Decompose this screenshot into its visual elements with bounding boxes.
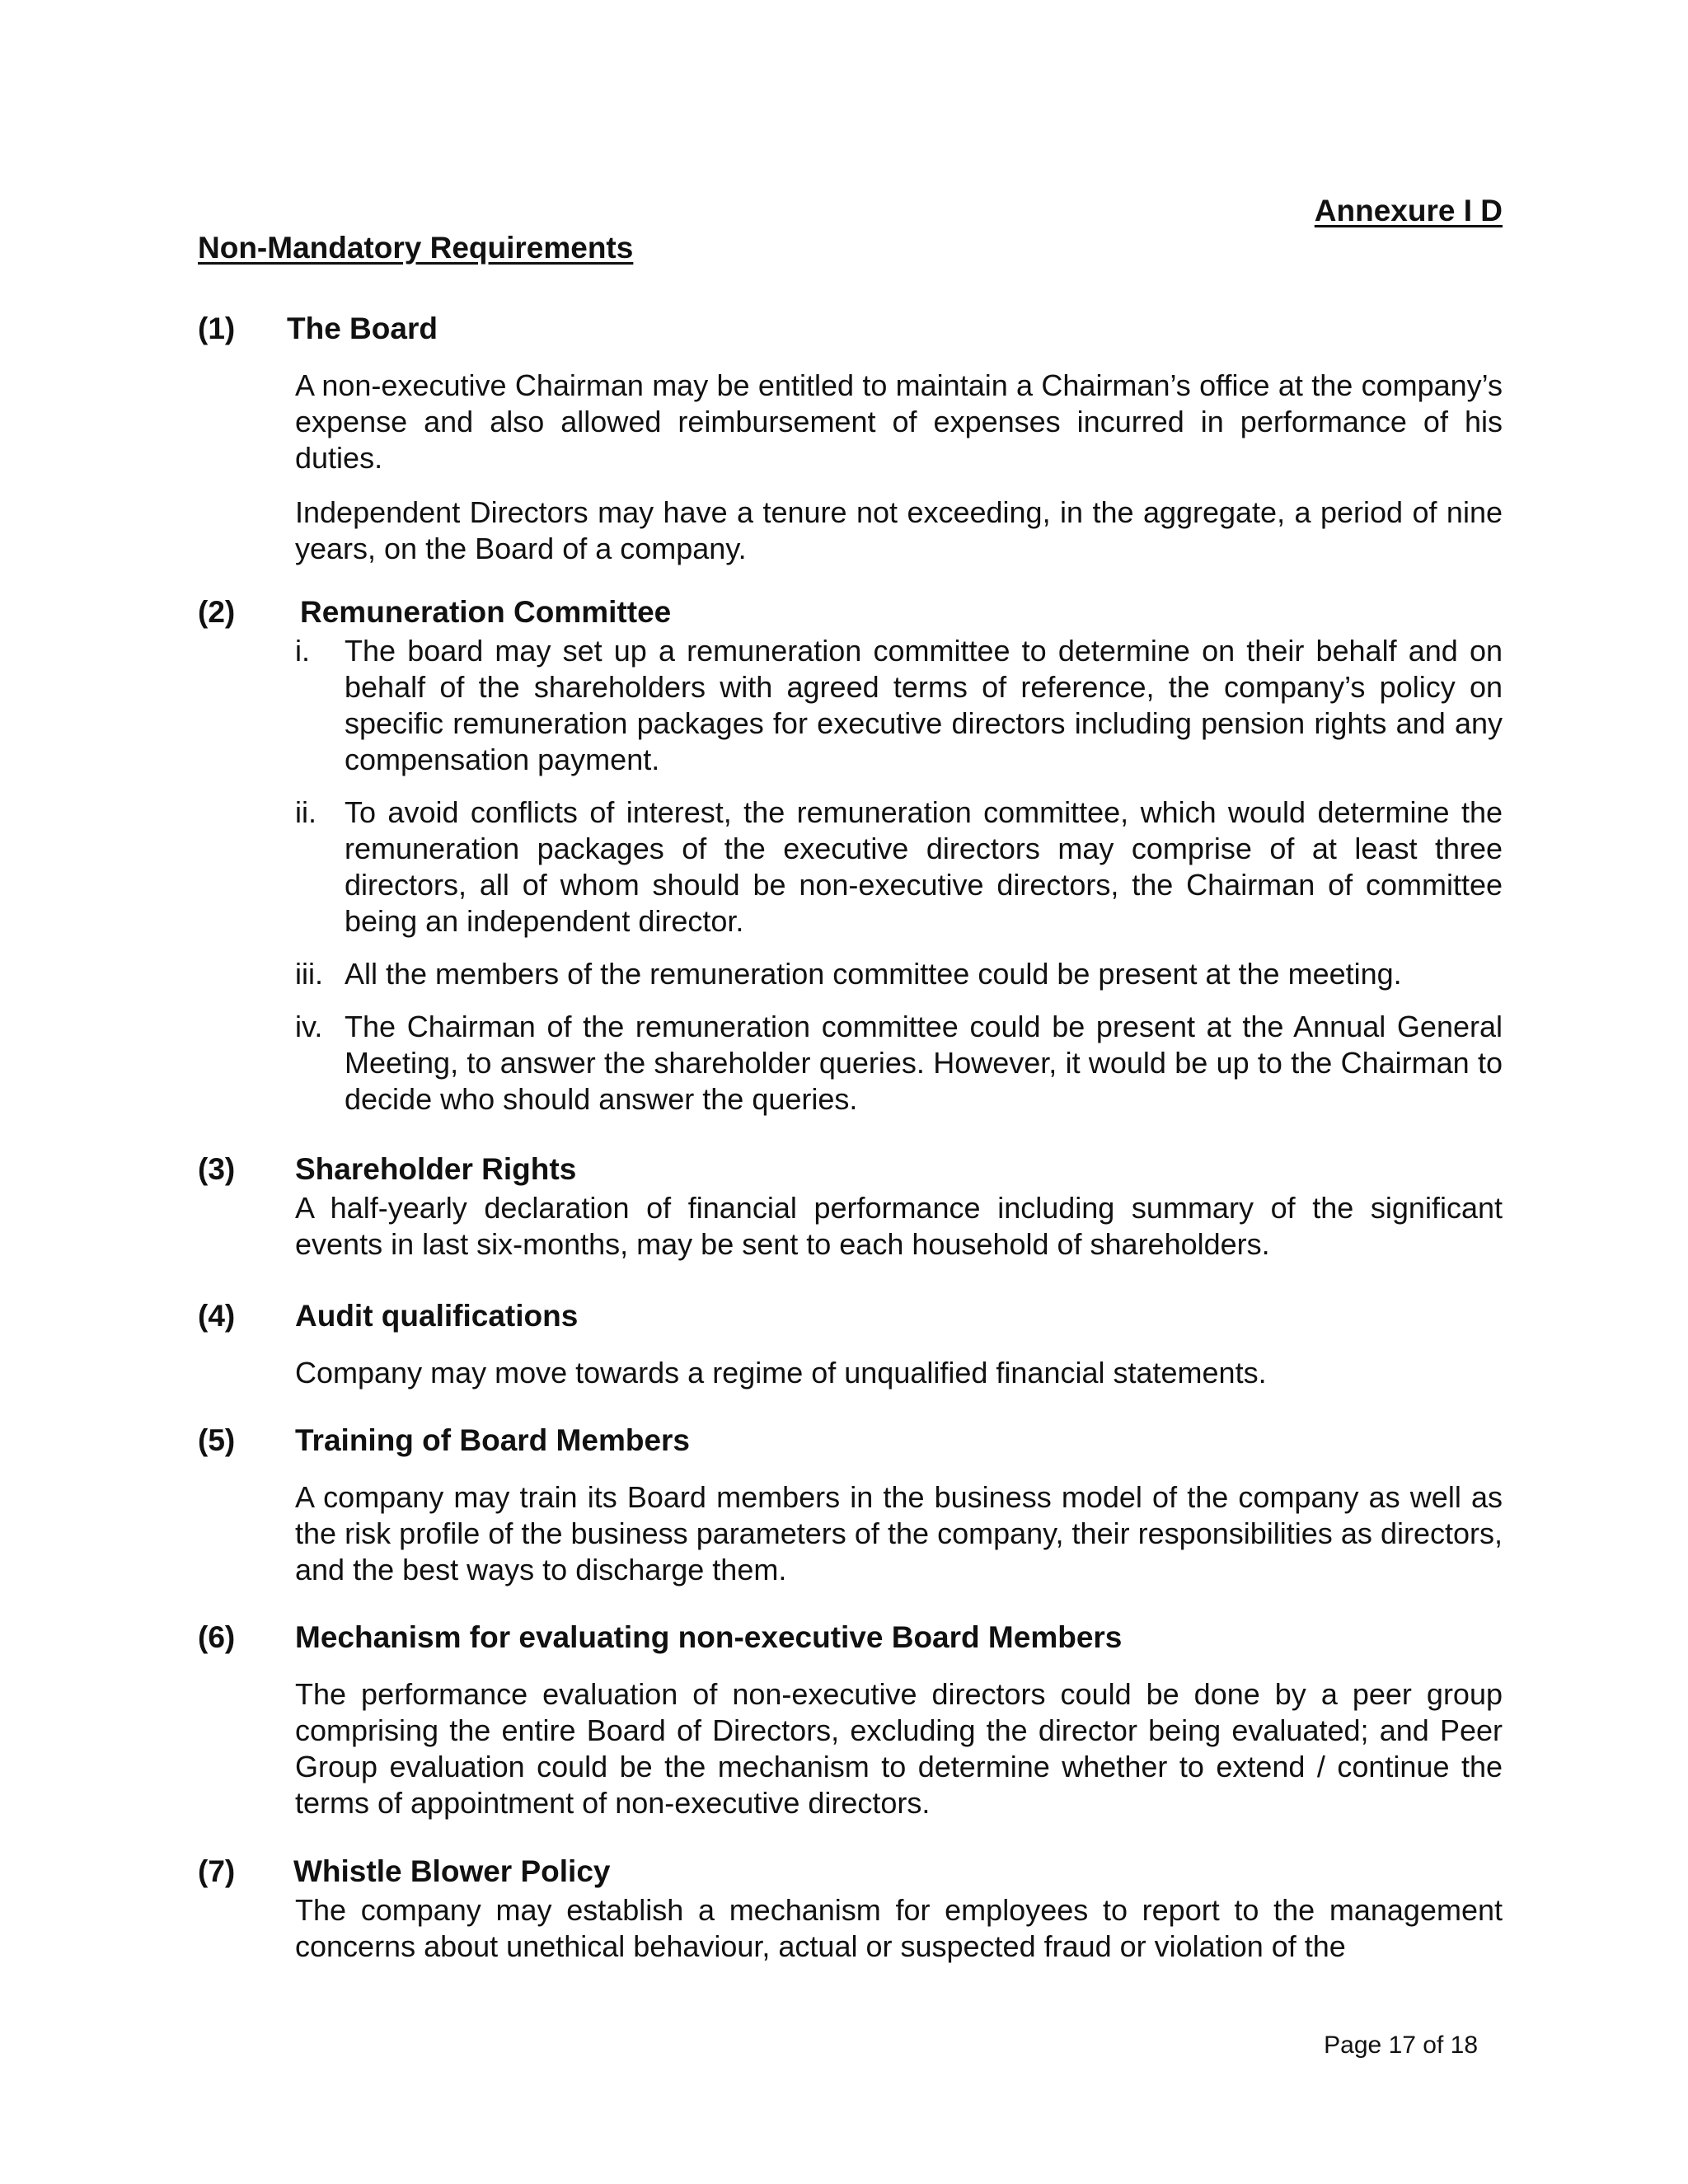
list-item-text: To avoid conflicts of interest, the remuneration committee, which would determine the remuneration packages of the executive directors may comprise of at least three directors, all of whom should be non-executive directors, the Chairman of committee being an independent director. bbox=[345, 795, 1503, 938]
section-title: The Board bbox=[287, 312, 438, 345]
section-evaluation-mechanism bbox=[198, 1620, 1503, 1821]
list-item-text: All the members of the remuneration committee could be present at the meeting. bbox=[345, 957, 1402, 991]
paragraph: A non-executive Chairman may be entitled to maintain a Chairman’s office at the company’s expense and also allowed reimbursement of expenses incurred in performance of his duties. bbox=[295, 368, 1503, 475]
section-number: (6) bbox=[198, 1620, 236, 1654]
list-marker: iii. bbox=[295, 957, 323, 991]
section-title: Whistle Blower Policy bbox=[293, 1854, 611, 1888]
section-remuneration-committee bbox=[198, 595, 1503, 1134]
section-whistle-blower bbox=[198, 1854, 1503, 1965]
section-title: Remuneration Committee bbox=[300, 595, 672, 629]
section-title: Training of Board Members bbox=[295, 1423, 691, 1457]
roman-list bbox=[295, 633, 1503, 1118]
list-item-text: The Chairman of the remuneration committee could be present at the Annual General Meeting, to answer the shareholder queries. However, it would be up to the Chairman to decide who should answer the queries. bbox=[345, 1010, 1503, 1116]
list-marker: iv. bbox=[295, 1010, 323, 1043]
annexure-label: Annexure I D bbox=[1314, 194, 1503, 227]
section-title: Shareholder Rights bbox=[295, 1152, 577, 1186]
section-audit-qualifications bbox=[198, 1299, 1503, 1391]
list-marker: i. bbox=[295, 634, 310, 668]
section-the-board bbox=[198, 312, 1503, 567]
section-number: (7) bbox=[198, 1854, 236, 1888]
paragraph: The performance evaluation of non-executive directors could be done by a peer group comprising the entire Board of Directors, excluding the director being evaluated; and Peer Group evaluation could be the mechanism to determine whether to extend / continue the terms of appointment of non-executive directors. bbox=[295, 1677, 1503, 1820]
section-training bbox=[198, 1423, 1503, 1588]
section-number: (1) bbox=[198, 312, 236, 345]
section-number: (4) bbox=[198, 1299, 236, 1333]
paragraph: A company may train its Board members in the business model of the company as well as the risk profile of the business parameters of the company, their responsibilities as directors, and the best ways to discharge them. bbox=[295, 1480, 1503, 1586]
list-item bbox=[295, 1009, 1503, 1118]
section-title: Mechanism for evaluating non-executive Board Members bbox=[295, 1620, 1123, 1654]
list-item bbox=[295, 633, 1503, 778]
section-number: (5) bbox=[198, 1423, 236, 1457]
list-item-text: The board may set up a remuneration committee to determine on their behalf and on behalf of the shareholders with agreed terms of reference, the company’s policy on specific remuneration packages for executive directors including pension rights and any compensation payment. bbox=[345, 634, 1503, 776]
paragraph: The company may establish a mechanism for employees to report to the management concerns about unethical behaviour, actual or suspected fraud or violation of the bbox=[295, 1893, 1503, 1963]
page-title: Non-Mandatory Requirements bbox=[198, 231, 634, 265]
section-shareholder-rights bbox=[198, 1152, 1503, 1263]
paragraph: Independent Directors may have a tenure not exceeding, in the aggregate, a period of nine years, on the Board of a company. bbox=[295, 495, 1503, 565]
paragraph: A half-yearly declaration of financial performance including summary of the significant events in last six-months, may be sent to each household of shareholders. bbox=[295, 1191, 1503, 1261]
section-title: Audit qualifications bbox=[295, 1299, 579, 1333]
page-number: Page 17 of 18 bbox=[1324, 2032, 1478, 2059]
list-marker: ii. bbox=[295, 795, 316, 829]
list-item bbox=[295, 956, 1503, 992]
section-number: (2) bbox=[198, 595, 236, 629]
section-number: (3) bbox=[198, 1152, 236, 1186]
list-item bbox=[295, 794, 1503, 940]
paragraph: Company may move towards a regime of unqualified financial statements. bbox=[295, 1356, 1267, 1390]
